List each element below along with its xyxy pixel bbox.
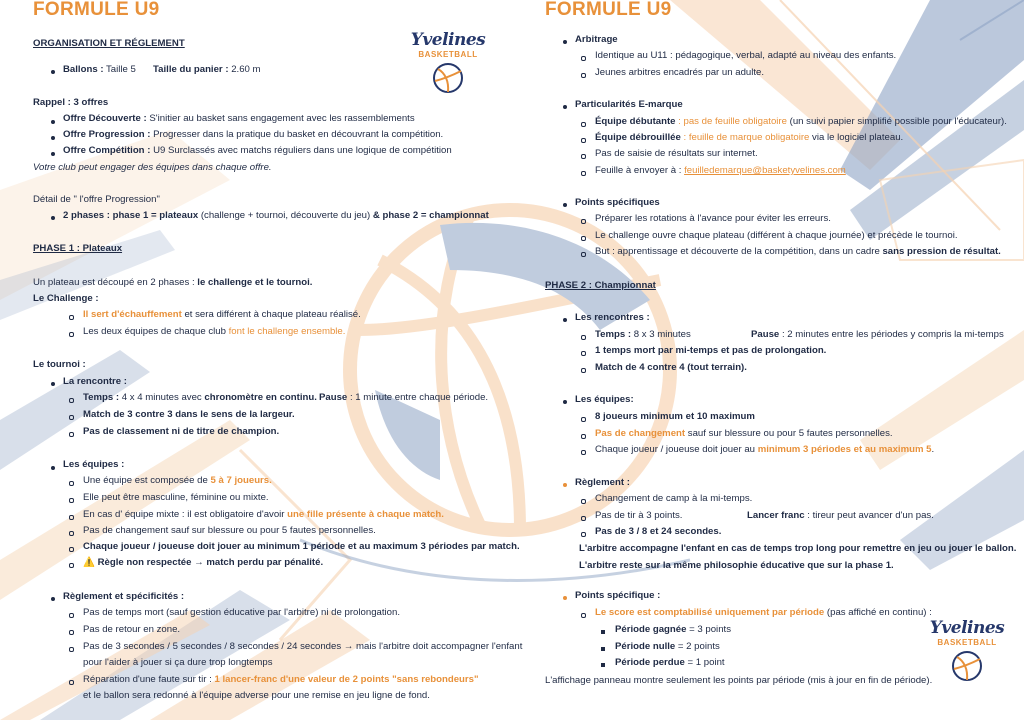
arbitrage-item-1: Identique au U11 : pédagogique, verbal, adapté au niveau des enfants. <box>595 50 897 61</box>
temps-a: 4 x 4 minutes avec <box>119 392 205 403</box>
reglement-heading-right: Règlement : <box>575 477 630 488</box>
emarque-item-3: Pas de saisie de résultats sur internet. <box>595 148 758 159</box>
page-title: FORMULE U9 <box>33 0 160 20</box>
lf-text: : tireur peut avancer d'un pas. <box>804 510 934 521</box>
equipe-item-1 <box>83 473 272 490</box>
bullet <box>51 466 55 470</box>
lf-label: Lancer franc <box>747 510 805 521</box>
ps3-b: sans pression de résultat. <box>882 246 1001 257</box>
basketball-icon <box>950 649 984 683</box>
circle-bullet <box>581 499 586 504</box>
ps3-a: But : apprentissage et découverte de la compétition, dans un cadre <box>595 246 883 257</box>
tournoi-heading: Le tournoi : <box>33 359 86 370</box>
pause-text: : 1 minute entre chaque période. <box>347 392 489 403</box>
bullet <box>563 203 567 207</box>
org-heading: ORGANISATION ET RÉGLEMENT <box>33 38 185 49</box>
em1-b: : pas de feuille obligatoire <box>675 116 787 127</box>
pp-label: Période perdue <box>615 657 685 668</box>
bullet <box>563 483 567 487</box>
circle-bullet <box>581 351 586 356</box>
ch1-b: et sera différent à chaque plateau réalisé. <box>181 309 361 320</box>
circle-bullet <box>581 335 586 340</box>
basketball-icon <box>431 61 465 95</box>
logo-script-text: Yvelines <box>410 30 486 50</box>
circle-bullet <box>69 481 74 486</box>
bullet <box>51 136 55 140</box>
circle-bullet <box>581 532 586 537</box>
rencontre-heading: La rencontre : <box>63 376 127 387</box>
reglement-item-2: Pas de retour en zone. <box>83 624 181 635</box>
eq3-b: une fille présente à chaque match. <box>287 509 444 520</box>
eq3-c: . <box>931 444 935 455</box>
circle-bullet <box>581 236 586 241</box>
bullet <box>51 152 55 156</box>
pg-label: Période gagnée <box>615 624 687 635</box>
temps-b: chronomètre en continu. <box>204 392 317 403</box>
temps-label: Temps : <box>595 329 632 340</box>
circle-bullet <box>581 450 586 455</box>
logo-script-text: Yvelines <box>929 618 1005 638</box>
circle-bullet <box>581 73 586 78</box>
circle-bullet <box>69 647 74 652</box>
circle-bullet <box>581 368 586 373</box>
circle-bullet <box>69 547 74 552</box>
phases-line <box>63 208 489 225</box>
bullet <box>51 216 55 220</box>
circle-bullet <box>581 154 586 159</box>
score-line <box>595 605 932 622</box>
rg4-a: Réparation d'une faute sur tir : <box>83 674 215 685</box>
offre-decouverte <box>63 111 415 128</box>
match-3c3: Match de 3 contre 3 dans le sens de la largeur. <box>83 409 295 420</box>
emarque-item-2 <box>595 130 903 147</box>
square-bullet <box>601 630 605 634</box>
lancer-franc-line <box>747 508 934 525</box>
eq3-b: minimum 3 périodes et au maximum 5 <box>757 444 932 455</box>
emarque-heading: Particularités E-marque <box>575 99 683 110</box>
eq1-b: 5 à 7 joueurs. <box>210 475 272 486</box>
points-spec2-heading: Points spécifique : <box>575 590 661 601</box>
offre-text: Progresser dans la pratique du basket en découvrant la compétition. <box>150 129 444 140</box>
offre-progression <box>63 127 443 144</box>
ch1-a: Il sert d'échauffement <box>83 309 182 320</box>
em2-c: via le logiciel plateau. <box>809 132 904 143</box>
em1-a: Équipe débutante <box>595 116 676 127</box>
emarque-item-1 <box>595 114 1007 131</box>
reglement-item-3: Pas de 3 secondes / 5 secondes / 8 secondes / 24 secondes → mais l'arbitre doit accompagner l'enfant <box>83 641 523 652</box>
detail-offre: Détail de " l'offre Progression" <box>33 194 160 205</box>
offre-competition <box>63 143 452 160</box>
reglement-item-1: Pas de temps mort (sauf gestion éducative par l'arbitre) ni de prolongation. <box>83 607 400 618</box>
reglement-right-1: Changement de camp à la mi-temps. <box>595 493 753 504</box>
challenge-item-1 <box>83 307 361 324</box>
reglement-item-4 <box>83 672 479 689</box>
bullet <box>563 400 567 404</box>
challenge-heading: Le Challenge : <box>33 293 99 304</box>
arbitrage-heading: Arbitrage <box>575 34 618 45</box>
phases-c: & phase 2 = championnat <box>372 210 489 221</box>
eq3-a: En cas d' équipe mixte : il est obligatoire d'avoir <box>83 509 288 520</box>
periode-nulle <box>615 639 720 656</box>
eq2-b: sauf sur blessure ou pour 5 fautes personnelles. <box>685 428 893 439</box>
eq1-a: Une équipe est composée de <box>83 475 211 486</box>
ballons-label: Ballons : <box>63 64 104 75</box>
eq3-a: Chaque joueur / joueuse doit jouer au <box>595 444 758 455</box>
equipe-right-2 <box>595 426 893 443</box>
rencontres-heading: Les rencontres : <box>575 312 650 323</box>
pp-val: = 1 point <box>684 657 725 668</box>
circle-bullet <box>581 219 586 224</box>
circle-bullet <box>581 252 586 257</box>
yvelines-logo-bottom <box>927 618 1007 688</box>
circle-bullet <box>581 417 586 422</box>
plateau-intro <box>33 275 312 292</box>
circle-bullet <box>69 498 74 503</box>
bullet <box>51 120 55 124</box>
bullet <box>51 597 55 601</box>
ch2-b: font le challenge ensemble. <box>228 326 346 337</box>
reglement-right-3c: L'arbitre reste sur la même philosophie éducative que sur la phase 1. <box>579 560 894 571</box>
logo-sub-text: BASKETBALL <box>937 638 997 647</box>
temps-line <box>83 390 317 407</box>
temps-mort: 1 temps mort par mi-temps et pas de prolongation. <box>595 345 827 356</box>
plateau-intro-b: le challenge et le tournoi. <box>197 277 313 288</box>
circle-bullet <box>581 613 586 618</box>
bullet <box>563 318 567 322</box>
equipe-item-4: Pas de changement sauf sur blessure ou pour 5 fautes personnelles. <box>83 525 376 536</box>
circle-bullet <box>69 563 74 568</box>
reglement-heading: Règlement et spécificités : <box>63 591 185 602</box>
em2-b: : feuille de marque obligatoire <box>680 132 810 143</box>
circle-bullet <box>581 516 586 521</box>
pause-line-right <box>751 327 1004 344</box>
points-item-2: Le challenge ouvre chaque plateau (différent à chaque journée) et précède le tournoi. <box>595 230 958 241</box>
bullet <box>51 70 55 74</box>
ch2-a: Les deux équipes de chaque club <box>83 326 229 337</box>
panier-line <box>153 62 261 79</box>
equipes-heading-right: Les équipes: <box>575 394 634 405</box>
panier-label: Taille du panier : <box>153 64 229 75</box>
circle-bullet <box>581 122 586 127</box>
circle-bullet <box>69 630 74 635</box>
plateau-intro-a: Un plateau est découpé en 2 phases : <box>33 277 198 288</box>
square-bullet <box>601 663 605 667</box>
equipe-item-2: Elle peut être masculine, féminine ou mixte. <box>83 492 269 503</box>
offre-text: U9 Surclassés avec matchs réguliers dans une logique de compétition <box>150 145 452 156</box>
challenge-item-2 <box>83 324 345 341</box>
email-link[interactable]: feuilledemarque@basketyvelines.com <box>684 165 846 176</box>
match-4c4: Match de 4 contre 4 (tout terrain). <box>595 362 747 373</box>
points-spec-heading: Points spécifiques <box>575 197 660 208</box>
circle-bullet <box>69 432 74 437</box>
circle-bullet <box>581 434 586 439</box>
offre-text: S'initier au basket sans engagement avec les rassemblements <box>146 113 415 124</box>
em2-a: Équipe débrouillée <box>595 132 681 143</box>
circle-bullet <box>69 398 74 403</box>
emarque-item-4 <box>595 163 846 180</box>
equipe-right-1: 8 joueurs minimum et 10 maximum <box>595 411 755 422</box>
circle-bullet <box>581 171 586 176</box>
points-item-1: Préparer les rotations à l'avance pour éviter les erreurs. <box>595 213 831 224</box>
ballons-line <box>63 62 136 79</box>
phases-b: (challenge + tournoi, découverte du jeu) <box>198 210 373 221</box>
sc-b: (pas affiché en continu) : <box>824 607 932 618</box>
equipe-item-3 <box>83 507 444 524</box>
note-offres: Votre club peut engager des équipes dans chaque offre. <box>33 162 272 173</box>
equipe-item-6: ⚠️ Règle non respectée → match perdu par pénalité. <box>83 557 324 568</box>
reglement-right-2: Pas de tir à 3 points. <box>595 510 683 521</box>
rappel-heading: Rappel : 3 offres <box>33 97 109 108</box>
pas-classement: Pas de classement ni de titre de champion. <box>83 426 280 437</box>
temps-line-right <box>595 327 691 344</box>
bullet <box>563 105 567 109</box>
reglement-right-3: Pas de 3 / 8 et 24 secondes. <box>595 526 722 537</box>
offre-label: Offre Compétition : <box>63 145 151 156</box>
panier-value: 2.60 m <box>228 64 261 75</box>
circle-bullet <box>69 680 74 685</box>
em1-c: (un suivi papier simplifié possible pour l'éducateur). <box>786 116 1007 127</box>
affichage-note: L'affichage panneau montre seulement les points par période (mis à jour en fin de période). <box>545 675 933 686</box>
reglement-right-3b: L'arbitre accompagne l'enfant en cas de temps trop long pour remettre en jeu ou jouer le ballon. <box>579 543 1017 554</box>
pause-label: Pause <box>751 329 780 340</box>
phase2-heading: PHASE 2 : Championnat <box>545 280 656 291</box>
pause-label: Pause <box>319 392 348 403</box>
circle-bullet <box>69 613 74 618</box>
circle-bullet <box>69 515 74 520</box>
arbitrage-item-2: Jeunes arbitres encadrés par un adulte. <box>595 67 765 78</box>
yvelines-logo <box>408 30 488 100</box>
circle-bullet <box>581 56 586 61</box>
bullet <box>563 596 567 600</box>
circle-bullet <box>581 138 586 143</box>
pause-line <box>319 390 488 407</box>
pn-val: = 2 points <box>675 641 720 652</box>
sc-a: Le score est comptabilisé uniquement par période <box>595 607 825 618</box>
circle-bullet <box>69 531 74 536</box>
reglement-item-4c: et le ballon sera redonné à l'équipe adverse pour une remise en jeu ligne de fond. <box>83 690 430 701</box>
points-item-3 <box>595 244 1001 261</box>
pause-text: : 2 minutes entre les périodes y compris la mi-temps <box>779 329 1004 340</box>
phases-a: 2 phases : phase 1 = plateaux <box>63 210 199 221</box>
bullet <box>563 40 567 44</box>
temps-text: 8 x 3 minutes <box>631 329 691 340</box>
equipe-item-5: Chaque joueur / joueuse doit jouer au minimum 1 période et au maximum 3 périodes par match. <box>83 541 520 552</box>
offre-label: Offre Progression : <box>63 129 151 140</box>
square-bullet <box>601 647 605 651</box>
periode-gagnee <box>615 622 731 639</box>
circle-bullet <box>69 415 74 420</box>
bullet <box>51 382 55 386</box>
equipes-heading: Les équipes : <box>63 459 125 470</box>
page-title-right: FORMULE U9 <box>545 0 672 20</box>
equipe-right-3 <box>595 442 934 459</box>
logo-sub-text: BASKETBALL <box>418 50 478 59</box>
offre-label: Offre Découverte : <box>63 113 147 124</box>
pg-val: = 3 points <box>686 624 731 635</box>
temps-label: Temps : <box>83 392 120 403</box>
pn-label: Période nulle <box>615 641 676 652</box>
rg4-b: 1 lancer-franc d'une valeur de 2 points "sans rebondeurs" <box>214 674 479 685</box>
em4-a: Feuille à envoyer à : <box>595 165 685 176</box>
circle-bullet <box>69 332 74 337</box>
phase1-heading: PHASE 1 : Plateaux <box>33 243 123 254</box>
periode-perdue <box>615 655 725 672</box>
circle-bullet <box>69 315 74 320</box>
eq2-a: Pas de changement <box>595 428 686 439</box>
reglement-item-3b: pour l'aider à jouer si ça dure trop longtemps <box>83 657 273 668</box>
ballons-value: Taille 5 <box>103 64 136 75</box>
